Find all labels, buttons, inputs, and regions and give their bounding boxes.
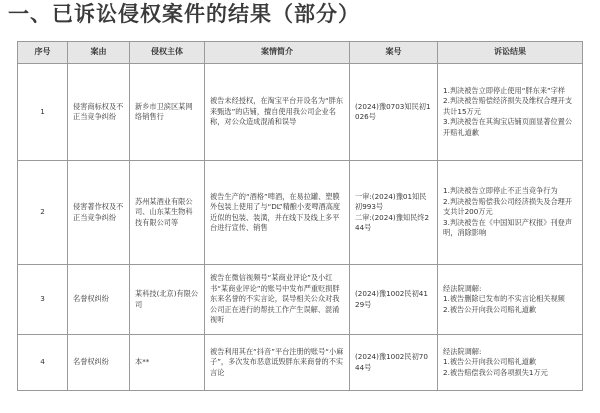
cell-party: 新乡市卫滨区某网络销售行 (130, 64, 205, 161)
cell-party: 苏州某酒业有限公司、山东某生物科技有限公司等 (130, 161, 205, 265)
cell-cause: 侵害著作权及不正当竞争纠纷 (68, 161, 130, 265)
header-cause: 案由 (68, 42, 130, 64)
cell-result: 1.判决被告立即停止使用“胖东来”字样 2.判决被告赔偿经济损失及维权合理开支共计15万元 3.判决被告在其淘宝店铺页面显著位置公开赔礼道歉 (438, 64, 583, 161)
cell-cause: 名誉权纠纷 (68, 265, 130, 335)
header-result: 诉讼结果 (438, 42, 583, 64)
cases-table (17, 41, 583, 391)
cell-no: 1 (18, 64, 68, 161)
table-row (18, 335, 583, 391)
cell-no: 3 (18, 265, 68, 335)
cell-no: 4 (18, 335, 68, 391)
header-no: 序号 (18, 42, 68, 64)
header-summary: 案情简介 (205, 42, 350, 64)
cell-caseno: (2024)豫0703知民初1026号 (350, 64, 438, 161)
table-row (18, 64, 583, 161)
cell-summary: 被告生产的“酒格”啤酒，在易拉罐、塑膜外包装上使用了与“DL”精酿小麦啤酒高度近似的包装、装潢，并在线下及线上多平台进行宣传、销售 (205, 161, 350, 265)
table-row (18, 265, 583, 335)
cell-result: 经法院调解: 1.被告删除已发布的不实言论相关视频 2.被告公开向我公司赔礼道歉 (438, 265, 583, 335)
page-heading: 一、已诉讼侵权案件的结果（部分） (8, 2, 360, 26)
cell-caseno: 一审:(2024)豫01知民初993号 二审:(2024)豫知民终244号 (350, 161, 438, 265)
cell-result: 1.判决被告立即停止不正当竞争行为 2.判决被告赔偿我公司经济损失及合理开支共计200万元 3.判决被告在《中国知识产权报》刊登声明，消除影响 (438, 161, 583, 265)
header-party: 侵权主体 (130, 42, 205, 64)
cell-caseno: (2024)豫1002民初7044号 (350, 335, 438, 391)
cell-caseno: (2024)豫1002民初4129号 (350, 265, 438, 335)
cell-party: 某科技(北京)有限公司 (130, 265, 205, 335)
cell-summary: 被告在微信视频号“某商业评论”及小红书“某商业评论”的账号中发布严重贬损胖东来名誉的不实言论，误导相关公众对我公司正在进行的帮扶工作产生误解、混淆视听 (205, 265, 350, 335)
cell-result: 经法院调解: 1.被告公开向我公司赔礼道歉 2.被告赔偿我公司各项损失1万元 (438, 335, 583, 391)
cell-party: 本** (130, 335, 205, 391)
cell-summary: 被告利用其在“抖音”平台注册的账号“小麻子”，多次发布恶意诋毁胖东来商誉的不实言论 (205, 335, 350, 391)
cell-cause: 名誉权纠纷 (68, 335, 130, 391)
table-header-row (18, 42, 583, 64)
cell-no: 2 (18, 161, 68, 265)
cell-cause: 侵害商标权及不正当竞争纠纷 (68, 64, 130, 161)
table-row (18, 161, 583, 265)
cell-summary: 被告未经授权，在淘宝平台开设名为“胖东来甄选”的店铺，擅自使用我公司企业名称，对公众造成混淆和误导 (205, 64, 350, 161)
header-caseno: 案号 (350, 42, 438, 64)
